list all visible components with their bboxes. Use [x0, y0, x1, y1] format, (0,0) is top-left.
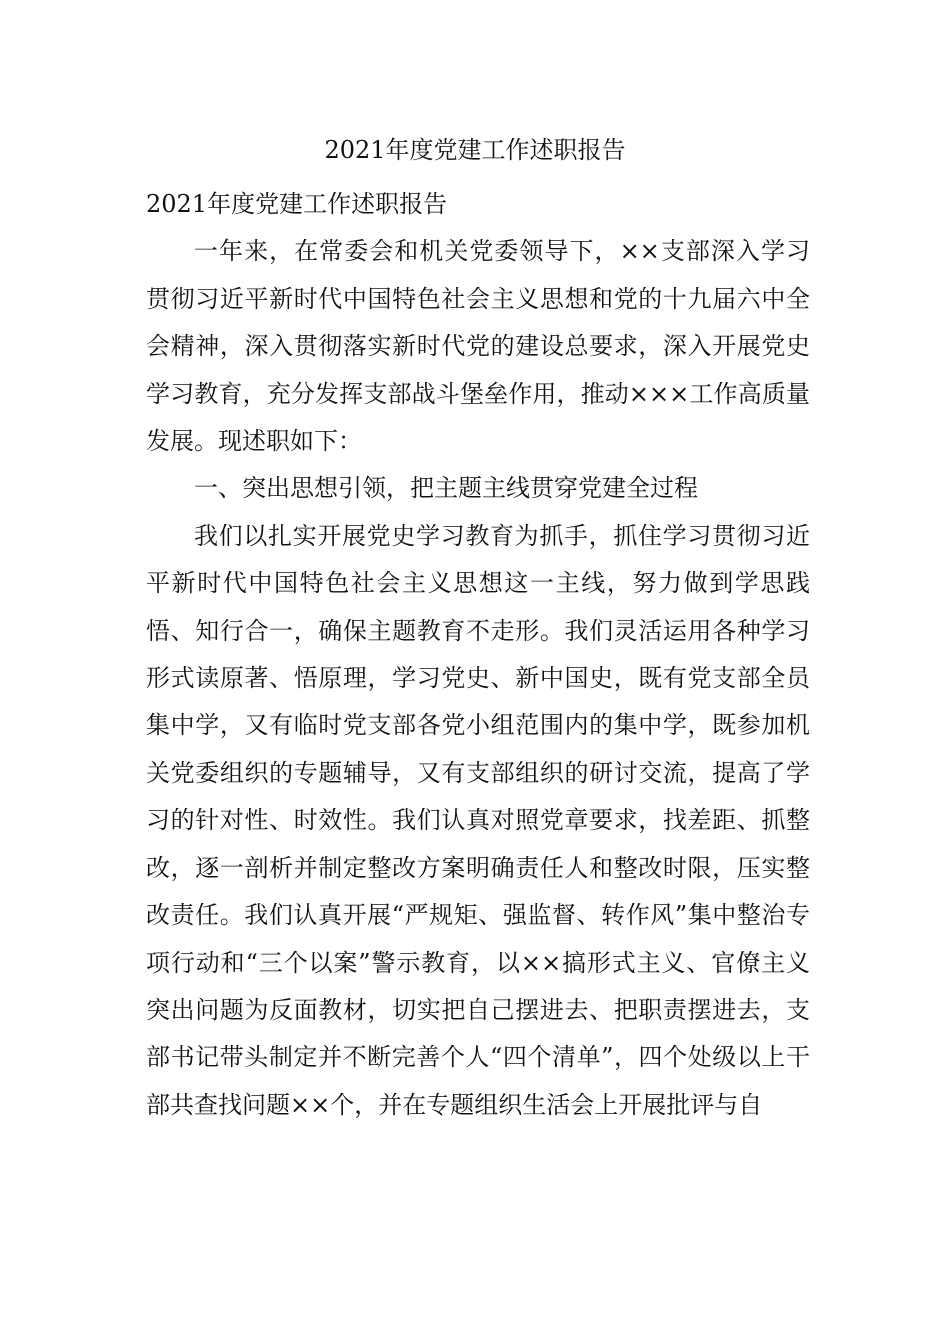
document-body	[146, 181, 810, 1129]
intro-paragraph: 一年来，在常委会和机关党委领导下，××支部深入学习贯彻习近平新时代中国特色社会主义思想和党的十九届六中全会精神，深入贯彻落实新时代党的建设总要求，深入开展党史学习教育，充分发挥支部战斗堡垒作用，推动×××工作高质量发展。现述职如下：	[146, 237, 810, 456]
body-paragraph: 我们以扎实开展党史学习教育为抓手，抓住学习贯彻习近平新时代中国特色社会主义思想这一主线，努力做到学思践悟、知行合一，确保主题教育不走形。我们灵活运用各种学习形式读原著、悟原理，学习党史、新中国史，既有党支部全员集中学，又有临时党支部各党小组范围内的集中学，既参加机关党委组织的专题辅导，又有支部组织的研讨交流，提高了学习的针对性、时效性。我们认真对照党章要求，找差距、抓整改，逐一剖析并制定整改方案明确责任人和整改时限，压实整改责任。我们认真开展“严规矩、强监督、转作风”集中整治专项行动和“三个以案”警示教育，以××搞形式主义、官僚主义突出问题为反面教材，切实把自己摆进去、把职责摆进去，支部书记带头制定并不断完善个人“四个清单”，四个处级以上干部共查找问题××个，并在专题组织生活会上开展批评与自	[146, 521, 810, 1119]
document-subtitle: 2021年度党建工作述职报告	[146, 190, 448, 218]
section-heading: 一、突出思想引领，把主题主线贯穿党建全过程	[194, 474, 698, 503]
document-title: 2021年度党建工作述职报告	[324, 136, 626, 164]
